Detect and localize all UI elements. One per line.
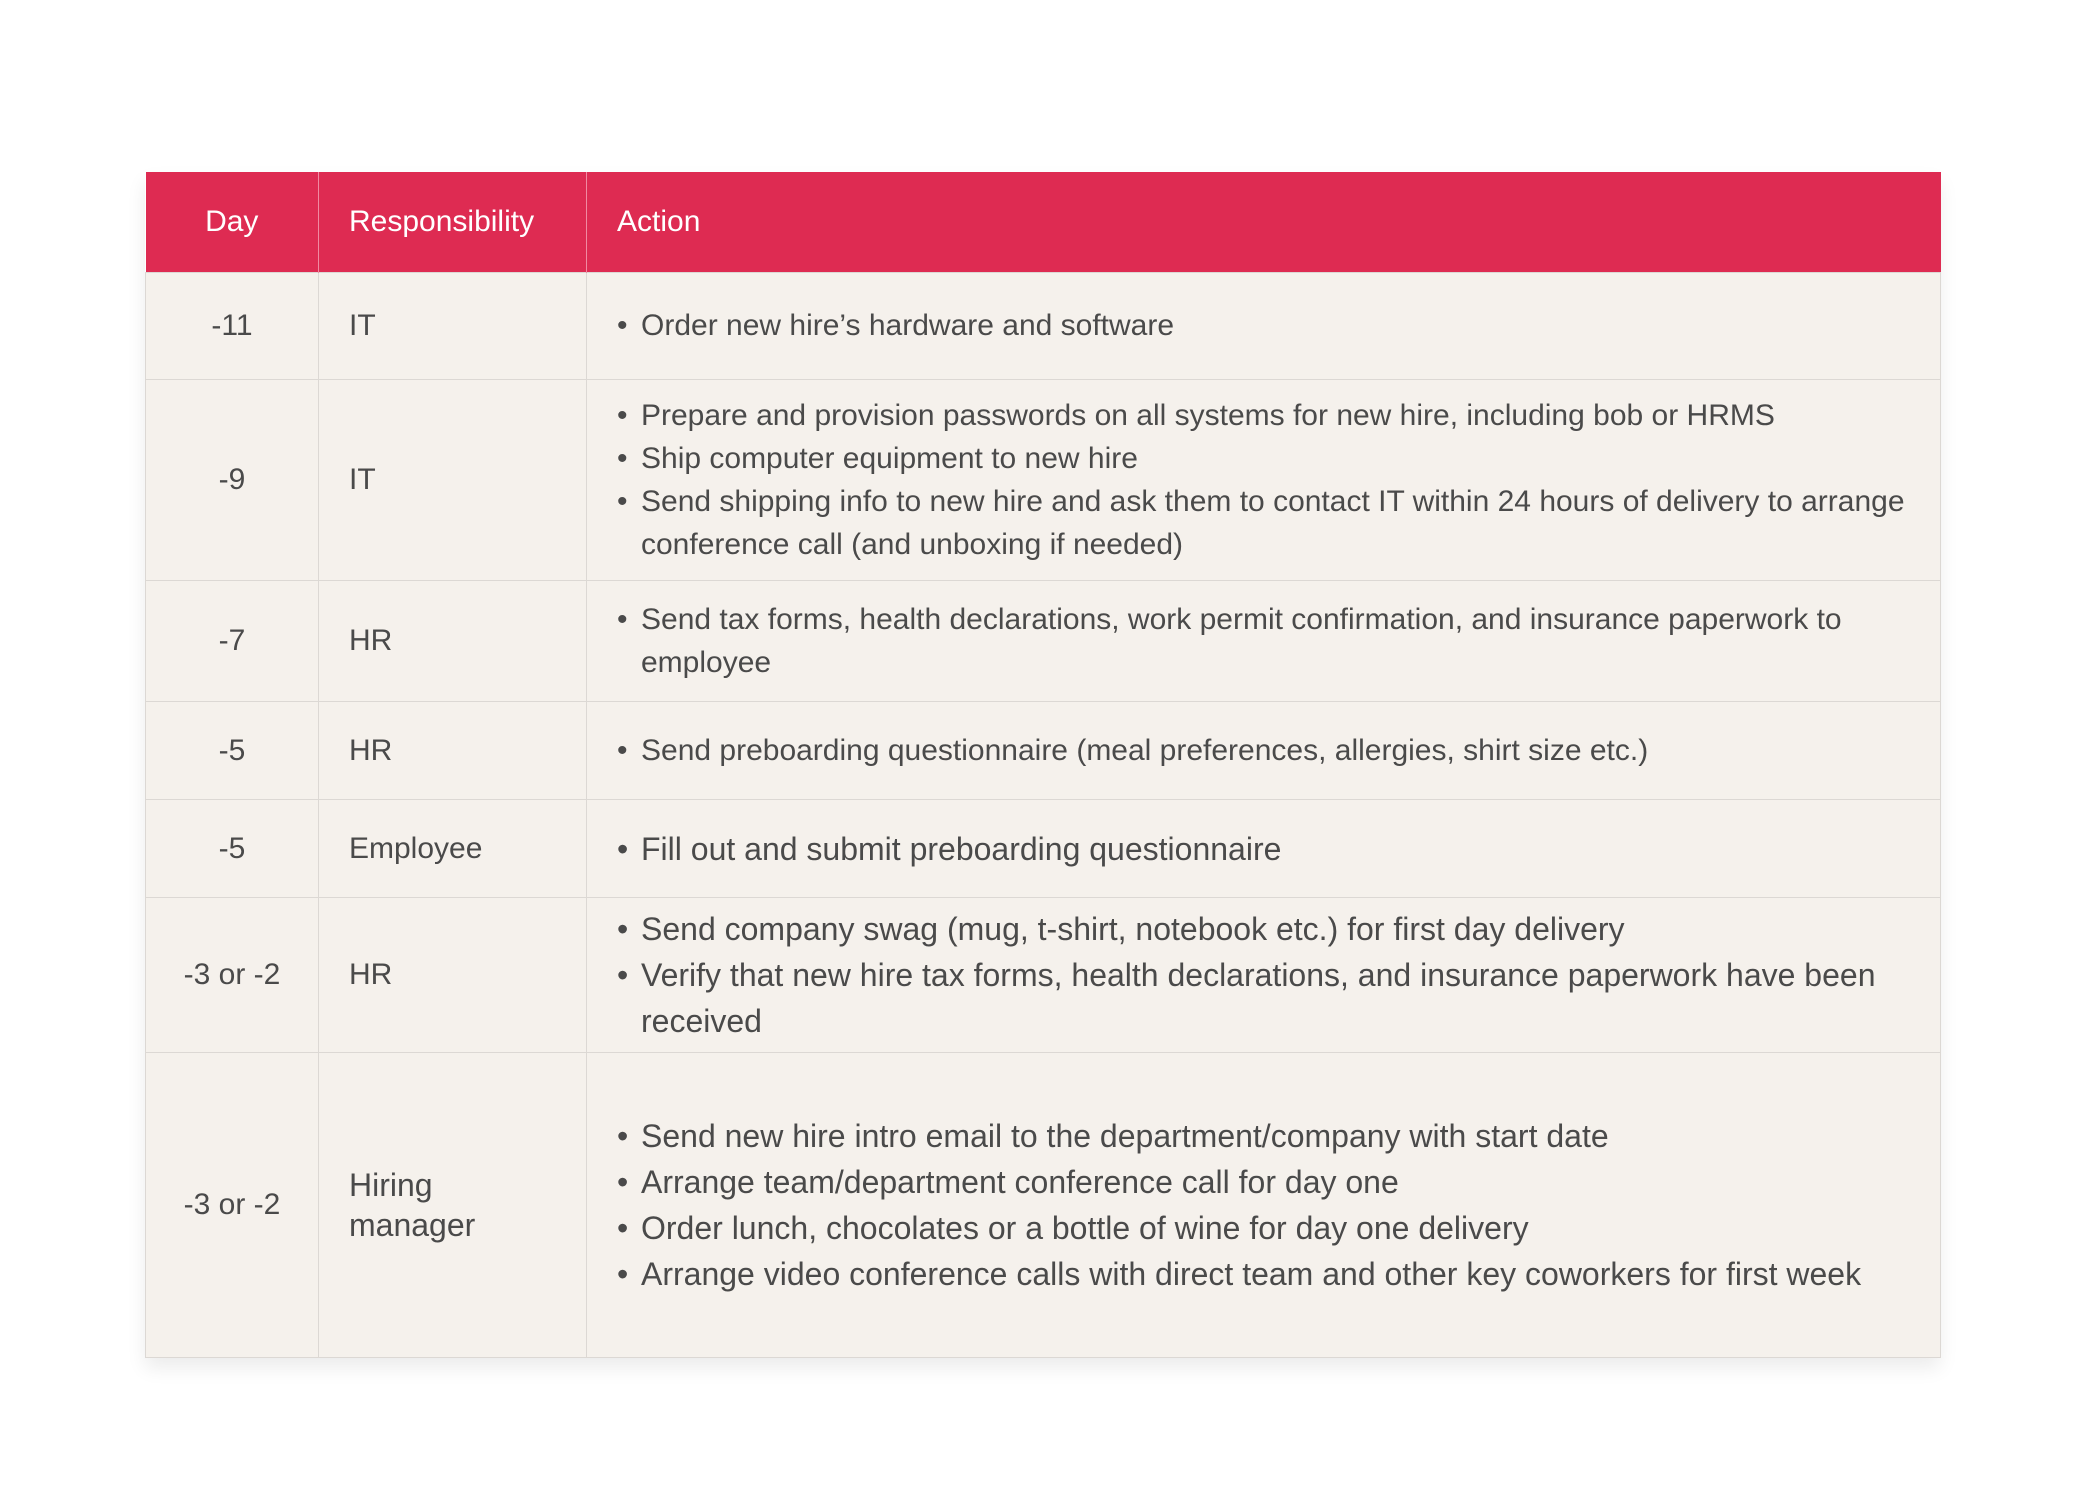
action-cell [587, 898, 1941, 1053]
action-item: • Verify that new hire tax forms, health declarations, and insurance paperwork have been received [617, 952, 1916, 1044]
day-cell: -9 [146, 380, 319, 581]
action-item: • Arrange video conference calls with direct team and other key coworkers for first week [617, 1251, 1916, 1297]
action-item: • Fill out and submit preboarding questionnaire [617, 826, 1916, 872]
table-row [146, 800, 1941, 898]
responsibility-cell: HR [319, 702, 587, 800]
action-item: • Order new hire’s hardware and software [617, 303, 1916, 349]
day-cell: -5 [146, 702, 319, 800]
action-item: • Send preboarding questionnaire (meal preferences, allergies, shirt size etc.) [617, 728, 1916, 774]
responsibility-cell: HR [319, 898, 587, 1053]
responsibility-cell: IT [319, 273, 587, 380]
action-list [617, 303, 1916, 349]
action-cell [587, 1053, 1941, 1358]
action-list [617, 1113, 1916, 1297]
day-cell: -7 [146, 581, 319, 702]
table-row [146, 380, 1941, 581]
action-item: • Arrange team/department conference call for day one [617, 1159, 1916, 1205]
day-cell: -11 [146, 273, 319, 380]
table-row [146, 581, 1941, 702]
action-item: • Order lunch, chocolates or a bottle of wine for day one delivery [617, 1205, 1916, 1251]
action-list [617, 598, 1916, 684]
action-cell [587, 800, 1941, 898]
table-row [146, 702, 1941, 800]
table-row [146, 1053, 1941, 1358]
action-cell [587, 702, 1941, 800]
action-list [617, 826, 1916, 872]
action-list [617, 906, 1916, 1044]
action-item: • Send company swag (mug, t-shirt, notebook etc.) for first day delivery [617, 906, 1916, 952]
action-item: • Send shipping info to new hire and ask them to contact IT within 24 hours of delivery to arrange conference call (and unboxing if needed) [617, 480, 1916, 566]
table-row [146, 898, 1941, 1053]
action-cell [587, 273, 1941, 380]
responsibility-cell: IT [319, 380, 587, 581]
responsibility-cell: HR [319, 581, 587, 702]
header-responsibility: Responsibility [319, 172, 587, 273]
onboarding-schedule-table [145, 172, 1941, 1358]
action-cell [587, 581, 1941, 702]
responsibility-cell: Hiring manager [319, 1053, 587, 1358]
action-item: • Prepare and provision passwords on all systems for new hire, including bob or HRMS [617, 394, 1916, 437]
day-cell: -3 or -2 [146, 1053, 319, 1358]
table-row [146, 273, 1941, 380]
onboarding-table-container [145, 172, 1940, 1358]
action-cell [587, 380, 1941, 581]
action-list [617, 394, 1916, 566]
day-cell: -3 or -2 [146, 898, 319, 1053]
header-action: Action [587, 172, 1941, 273]
action-list [617, 728, 1916, 774]
day-cell: -5 [146, 800, 319, 898]
action-item: • Send new hire intro email to the department/company with start date [617, 1113, 1916, 1159]
action-item: • Ship computer equipment to new hire [617, 437, 1916, 480]
table-header-row [146, 172, 1941, 273]
responsibility-cell: Employee [319, 800, 587, 898]
header-day: Day [146, 172, 319, 273]
action-item: • Send tax forms, health declarations, work permit confirmation, and insurance paperwork to employee [617, 598, 1916, 684]
